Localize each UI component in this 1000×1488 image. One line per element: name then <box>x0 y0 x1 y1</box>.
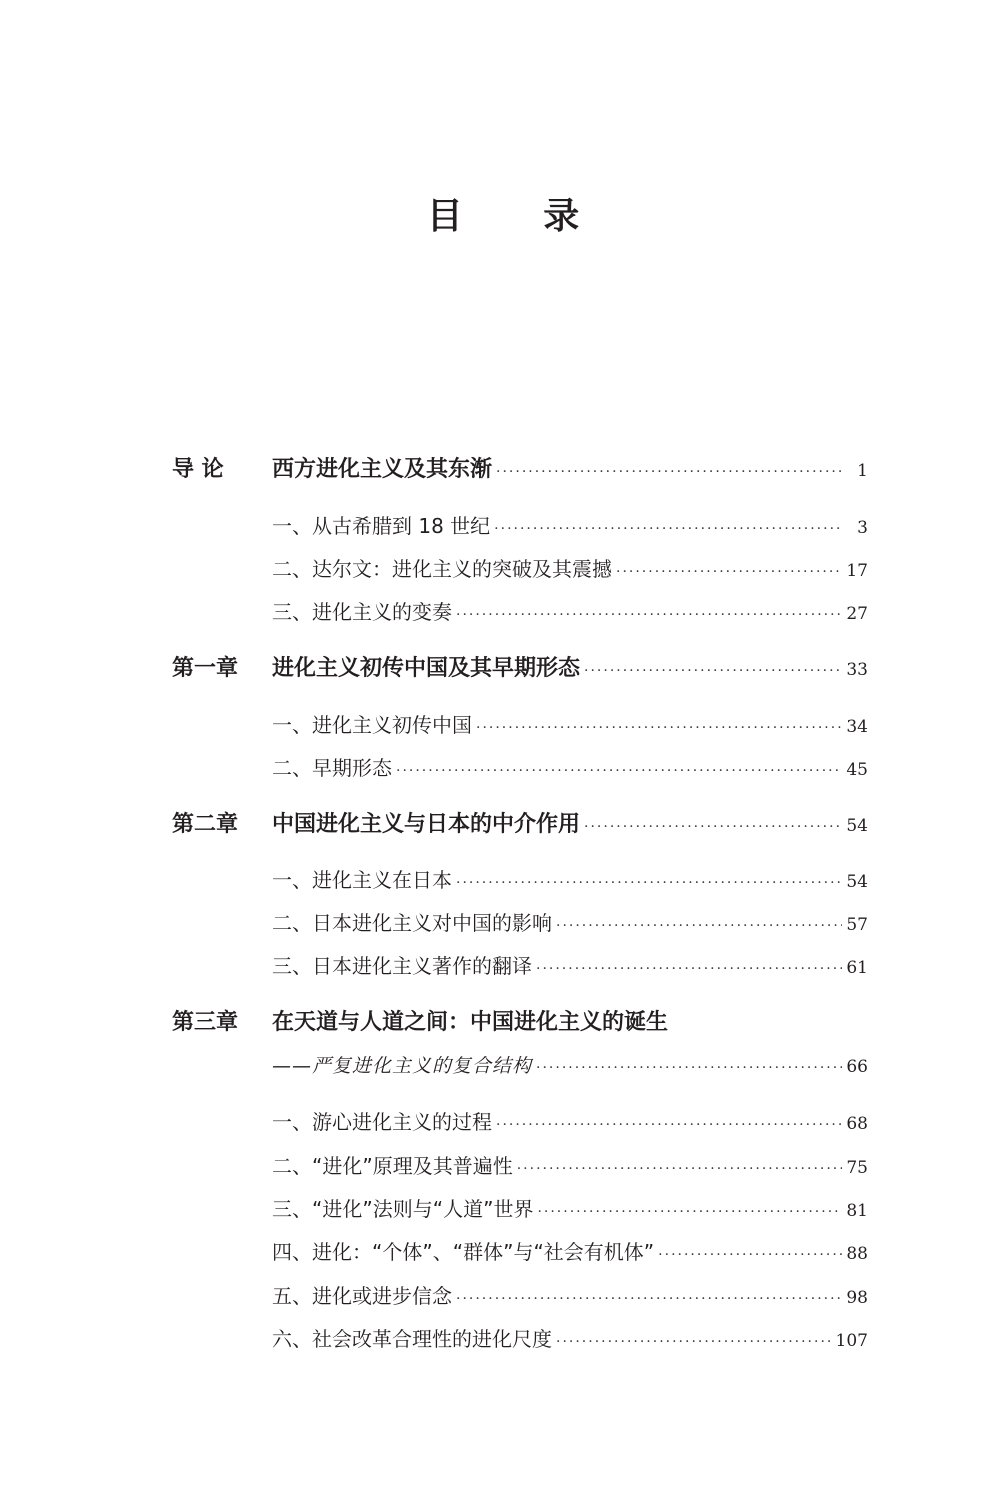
page-number: 33 <box>846 660 868 680</box>
dot-leader <box>456 598 842 632</box>
section-title: 四、进化：“个体”、“群体”与“社会有机体” <box>272 1240 655 1264</box>
chapter-title: 西方进化主义及其东渐 <box>272 457 493 482</box>
section-title: 一、游心进化主义的过程 <box>272 1110 492 1134</box>
page-number: 27 <box>846 604 868 624</box>
dot-leader <box>396 754 842 788</box>
toc-section[interactable] <box>272 1322 868 1356</box>
page-title: 目 录 <box>426 196 614 237</box>
toc-section[interactable] <box>272 906 868 940</box>
page-number: 45 <box>846 760 868 780</box>
dot-leader <box>556 909 842 943</box>
section-title: 一、进化主义在日本 <box>272 868 452 892</box>
page-number: 3 <box>857 518 868 538</box>
section-title: 一、进化主义初传中国 <box>272 713 472 737</box>
toc-section[interactable] <box>272 751 868 785</box>
section-title: 六、社会改革合理性的进化尺度 <box>272 1327 552 1351</box>
dot-leader <box>476 711 842 745</box>
dot-leader <box>584 810 842 844</box>
section-title: 一、从古希腊到 18 世纪 <box>272 514 491 538</box>
toc-section[interactable] <box>272 595 868 629</box>
toc-section[interactable] <box>272 552 868 586</box>
chapter-subtitle: ——严复进化主义的复合结构 <box>272 1055 533 1077</box>
chapter-label: 导 论 <box>172 457 224 482</box>
dot-leader <box>496 1108 842 1142</box>
toc-section[interactable] <box>272 1105 868 1139</box>
dot-leader <box>584 654 842 688</box>
dot-leader <box>658 1238 842 1272</box>
section-title: 二、达尔文：进化主义的突破及其震撼 <box>272 557 612 581</box>
chapter-label: 第三章 <box>172 1010 239 1035</box>
dot-leader <box>494 512 842 546</box>
section-title: 二、“进化”原理及其普遍性 <box>272 1154 513 1178</box>
toc-chapter-3[interactable] <box>172 1006 868 1040</box>
page-number: 1 <box>857 461 868 481</box>
dot-leader <box>536 1051 842 1085</box>
toc-chapter-3-subtitle[interactable] <box>272 1049 868 1083</box>
toc-chapter-1[interactable] <box>172 652 868 686</box>
dot-leader <box>456 866 842 900</box>
section-title: 五、进化或进步信念 <box>272 1284 452 1308</box>
section-title: 二、日本进化主义对中国的影响 <box>272 911 552 935</box>
toc-section[interactable] <box>272 1192 868 1226</box>
dot-leader <box>537 1195 842 1229</box>
page-number: 81 <box>846 1201 868 1221</box>
page-number: 107 <box>835 1331 868 1351</box>
chapter-label: 第一章 <box>172 656 239 681</box>
section-title: 二、早期形态 <box>272 756 392 780</box>
page-number: 54 <box>846 816 868 836</box>
toc-section[interactable] <box>272 1235 868 1269</box>
page-number: 34 <box>846 717 868 737</box>
section-title: 三、“进化”法则与“人道”世界 <box>272 1197 534 1221</box>
dot-leader <box>536 952 842 986</box>
toc-section[interactable] <box>272 1149 868 1183</box>
section-title: 三、进化主义的变奏 <box>272 600 452 624</box>
page-number: 61 <box>846 958 868 978</box>
toc-section[interactable] <box>272 509 868 543</box>
page-number: 98 <box>846 1288 868 1308</box>
page-number: 88 <box>846 1244 868 1264</box>
page-number: 68 <box>846 1114 868 1134</box>
section-title: 三、日本进化主义著作的翻译 <box>272 954 532 978</box>
toc-section[interactable] <box>272 708 868 742</box>
toc-section[interactable] <box>272 949 868 983</box>
chapter-title: 进化主义初传中国及其早期形态 <box>272 656 581 681</box>
dot-leader <box>496 455 842 489</box>
chapter-title: 在天道与人道之间：中国进化主义的诞生 <box>272 1010 669 1035</box>
chapter-title: 中国进化主义与日本的中介作用 <box>272 812 581 837</box>
toc-section[interactable] <box>272 863 868 897</box>
page-number: 17 <box>846 561 868 581</box>
dot-leader <box>556 1325 832 1359</box>
dot-leader <box>616 555 842 589</box>
dot-leader <box>456 1282 842 1316</box>
page-number: 54 <box>846 872 868 892</box>
toc-section[interactable] <box>272 1279 868 1313</box>
page-number: 57 <box>846 915 868 935</box>
dot-leader <box>517 1152 842 1186</box>
chapter-label: 第二章 <box>172 812 239 837</box>
toc-chapter-2[interactable] <box>172 808 868 842</box>
page-number: 75 <box>846 1158 868 1178</box>
page-number: 66 <box>846 1057 868 1077</box>
toc-chapter-intro[interactable] <box>172 453 868 487</box>
